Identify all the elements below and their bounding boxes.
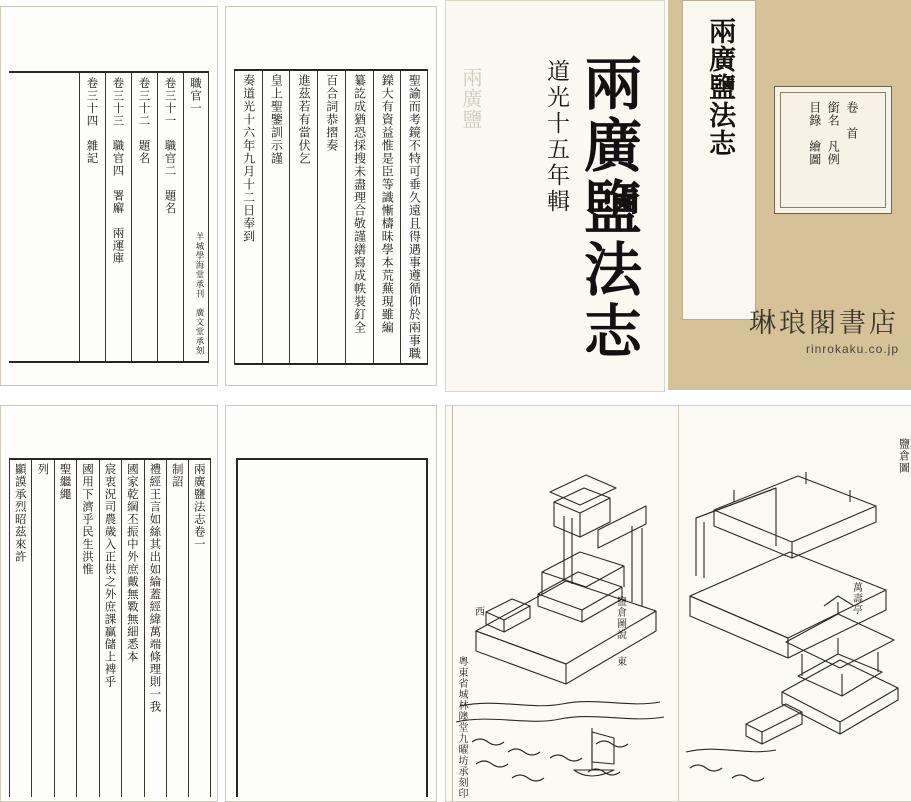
text-column: 聖繼繩 bbox=[54, 460, 76, 797]
shop-name: 琳琅閣書店 bbox=[749, 308, 899, 339]
salt-yard-illustration bbox=[446, 406, 911, 801]
cover-slip-label bbox=[774, 86, 892, 214]
text-column: 鑅大有資益惟是臣等識慚檮昧學本荒蕪現雖編 bbox=[373, 71, 401, 363]
spread-caption: 鹽倉圖說 bbox=[614, 596, 626, 640]
text-column: 奏道光十六年九月十二日奉到 bbox=[234, 71, 262, 363]
preface-page-frame bbox=[234, 69, 428, 365]
text-column: 卷三十一 職官二 題名 bbox=[157, 73, 183, 361]
text-column: 國用下濟乎民生洪惟 bbox=[76, 460, 98, 797]
preface-page-columns bbox=[234, 71, 428, 363]
text-column: 宸衷況司農歲入正供之外庶課贏儲上裨乎 bbox=[99, 460, 121, 797]
text-column: 兩廣鹽法志卷一 bbox=[188, 460, 211, 797]
title-page-title: 兩廣鹽法志 bbox=[574, 53, 642, 363]
slip-line: 銜名 凡例 bbox=[826, 101, 841, 166]
text-column: 卷三十三 職官四 署廨 兩運庫 bbox=[105, 73, 131, 361]
text-column: 國家乾綱丕振中外庶戴無斁無細悉本 bbox=[121, 460, 143, 797]
index-page-frame bbox=[9, 71, 209, 363]
index-page-columns bbox=[9, 73, 209, 361]
volume-one-frame bbox=[9, 458, 211, 797]
shop-url: rinrokaku.co.jp bbox=[805, 342, 899, 356]
illustration-spread bbox=[445, 405, 911, 802]
text-column: 顯謨承烈昭茲來許 bbox=[9, 460, 31, 797]
spread-caption: 西 bbox=[472, 606, 484, 617]
shop-watermark bbox=[749, 301, 899, 356]
cover-title: 兩廣鹽法志 bbox=[704, 17, 736, 157]
spread-caption: 鹽倉圖 bbox=[897, 438, 911, 474]
index-page bbox=[0, 6, 218, 386]
volume-one-page bbox=[0, 405, 218, 802]
text-column: 卷三十四 雜記 bbox=[79, 73, 105, 361]
text-column: 百合詞恭摺奏 bbox=[317, 71, 345, 363]
blank-page-frame bbox=[236, 458, 428, 797]
bleed-through-text: 兩廣鹽 bbox=[459, 67, 483, 130]
cover-slip-label-inner bbox=[780, 92, 886, 208]
text-column: 制詔 bbox=[166, 460, 188, 797]
spread-caption: 東 bbox=[614, 656, 626, 667]
volume-one-columns bbox=[9, 460, 211, 797]
text-column: 卷三十二 題名 bbox=[131, 73, 157, 361]
text-column: 列 bbox=[31, 460, 53, 797]
spread-caption: 萬壽亭 bbox=[850, 582, 862, 615]
cover-page bbox=[668, 0, 911, 390]
blank-page bbox=[225, 405, 437, 802]
slip-line: 目錄 繪圖 bbox=[807, 101, 822, 166]
text-column: 纂訖成猶恐採搜未盡理合敬謹繕寫成帙裝釘全 bbox=[345, 71, 373, 363]
preface-page bbox=[225, 6, 437, 386]
title-page bbox=[445, 0, 665, 392]
text-column: 聖諭而考鏡不特可垂久遠且得遇事遵循仰於兩事職 bbox=[400, 71, 428, 363]
publisher-imprint: 羊城學海堂承刊 廣文堂承刻 bbox=[194, 231, 204, 355]
colophon: 粵東省城林隩堂九曜坊承刻印 bbox=[456, 656, 467, 799]
book-cover bbox=[682, 0, 756, 320]
slip-line: 卷 首 bbox=[844, 101, 859, 140]
text-column: 職官一 bbox=[183, 73, 209, 361]
text-column: 禮經王言如絲其出如綸蓋經緯萬端條理則一我 bbox=[144, 460, 166, 797]
text-column: 皇上聖鑒訓示謹 bbox=[262, 71, 290, 363]
title-page-edition: 道光十五年輯 bbox=[543, 59, 569, 215]
text-column: 進茲若有當伏乞 bbox=[289, 71, 317, 363]
